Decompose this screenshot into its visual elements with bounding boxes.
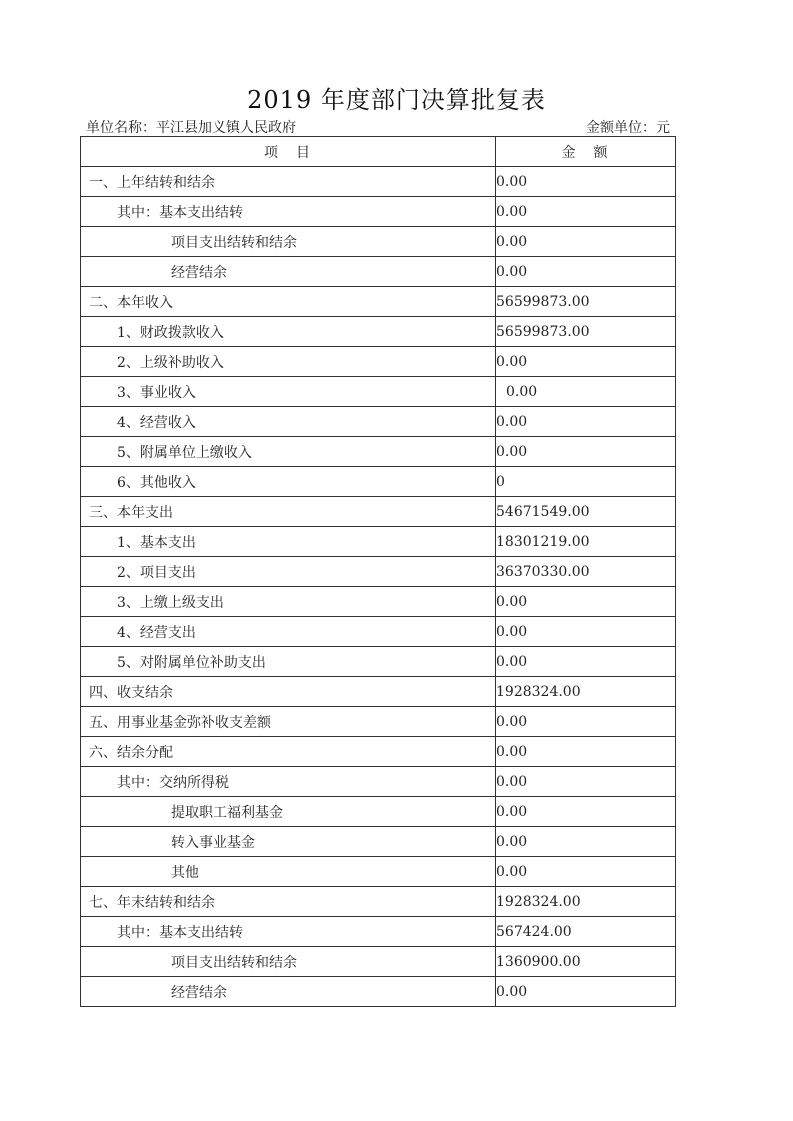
header-item: 项 目: [81, 137, 496, 167]
row-item: 3、事业收入: [81, 377, 496, 407]
table-row: [81, 977, 676, 1007]
table-row: [81, 647, 676, 677]
row-item: 3、上缴上级支出: [81, 587, 496, 617]
table-row: [81, 197, 676, 227]
row-item: 5、对附属单位补助支出: [81, 647, 496, 677]
table-row: [81, 737, 676, 767]
table-row: [81, 377, 676, 407]
currency-unit-label: 金额单位：元: [586, 120, 670, 136]
row-item: 五、用事业基金弥补收支差额: [81, 707, 496, 737]
row-item: 其中：交纳所得税: [81, 767, 496, 797]
row-item: 转入事业基金: [81, 827, 496, 857]
table-row: [81, 167, 676, 197]
table-row: [81, 347, 676, 377]
table-row: [81, 917, 676, 947]
row-item: 提取职工福利基金: [81, 797, 496, 827]
row-amount: 0.00: [496, 227, 676, 257]
table-row: [81, 857, 676, 887]
row-amount: 0: [496, 467, 676, 497]
row-item: 2、项目支出: [81, 557, 496, 587]
table-row: [81, 707, 676, 737]
row-item: 七、年末结转和结余: [81, 887, 496, 917]
row-amount: 0.00: [496, 827, 676, 857]
row-item: 1、财政拨款收入: [81, 317, 496, 347]
row-amount: 56599873.00: [496, 287, 676, 317]
row-amount: 0.00: [496, 407, 676, 437]
page-title: 2019 年度部门决算批复表: [247, 86, 546, 114]
row-amount: 0.00: [496, 797, 676, 827]
row-item: 项目支出结转和结余: [81, 947, 496, 977]
row-amount: 0.00: [496, 707, 676, 737]
row-amount: 54671549.00: [496, 497, 676, 527]
row-amount: 0.00: [496, 437, 676, 467]
row-amount: 1928324.00: [496, 887, 676, 917]
row-item: 四、收支结余: [81, 677, 496, 707]
row-amount: 0.00: [496, 587, 676, 617]
row-amount: 0.00: [496, 737, 676, 767]
table-row: [81, 887, 676, 917]
table-row: [81, 677, 676, 707]
row-item: 六、结余分配: [81, 737, 496, 767]
unit-name-label: 单位名称：平江县加义镇人民政府: [86, 120, 296, 136]
table-row: [81, 557, 676, 587]
row-amount: 0.00: [496, 767, 676, 797]
row-item: 其中：基本支出结转: [81, 917, 496, 947]
row-amount: 0.00: [496, 617, 676, 647]
row-item: 经营结余: [81, 977, 496, 1007]
table-row: [81, 947, 676, 977]
meta-row: [86, 117, 670, 135]
row-amount: 0.00: [496, 857, 676, 887]
row-item: 二、本年收入: [81, 287, 496, 317]
row-amount: 18301219.00: [496, 527, 676, 557]
table-row: [81, 617, 676, 647]
table-row: [81, 317, 676, 347]
row-item: 6、其他收入: [81, 467, 496, 497]
row-amount: 36370330.00: [496, 557, 676, 587]
row-amount: 0.00: [496, 377, 676, 407]
row-amount: 0.00: [496, 347, 676, 377]
row-amount: 0.00: [496, 647, 676, 677]
table-row: [81, 227, 676, 257]
row-item: 经营结余: [81, 257, 496, 287]
row-amount: 0.00: [496, 167, 676, 197]
table-row: [81, 767, 676, 797]
table-row: [81, 797, 676, 827]
row-item: 一、上年结转和结余: [81, 167, 496, 197]
table-row: [81, 407, 676, 437]
table-row: [81, 827, 676, 857]
approval-table: [80, 136, 676, 1007]
row-item: 其中：基本支出结转: [81, 197, 496, 227]
row-item: 1、基本支出: [81, 527, 496, 557]
table-row: [81, 287, 676, 317]
row-amount: 56599873.00: [496, 317, 676, 347]
row-item: 项目支出结转和结余: [81, 227, 496, 257]
table-row: [81, 527, 676, 557]
table-row: [81, 497, 676, 527]
row-amount: 1360900.00: [496, 947, 676, 977]
row-amount: 0.00: [496, 977, 676, 1007]
row-item: 4、经营支出: [81, 617, 496, 647]
table-row: [81, 587, 676, 617]
table-header-row: [81, 137, 676, 167]
row-item: 5、附属单位上缴收入: [81, 437, 496, 467]
header-amount: 金 额: [496, 137, 676, 167]
row-amount: 567424.00: [496, 917, 676, 947]
row-item: 三、本年支出: [81, 497, 496, 527]
row-amount: 0.00: [496, 257, 676, 287]
row-item: 2、上级补助收入: [81, 347, 496, 377]
row-amount: 1928324.00: [496, 677, 676, 707]
row-item: 4、经营收入: [81, 407, 496, 437]
table-row: [81, 437, 676, 467]
row-item: 其他: [81, 857, 496, 887]
row-amount: 0.00: [496, 197, 676, 227]
table-row: [81, 257, 676, 287]
table-row: [81, 467, 676, 497]
